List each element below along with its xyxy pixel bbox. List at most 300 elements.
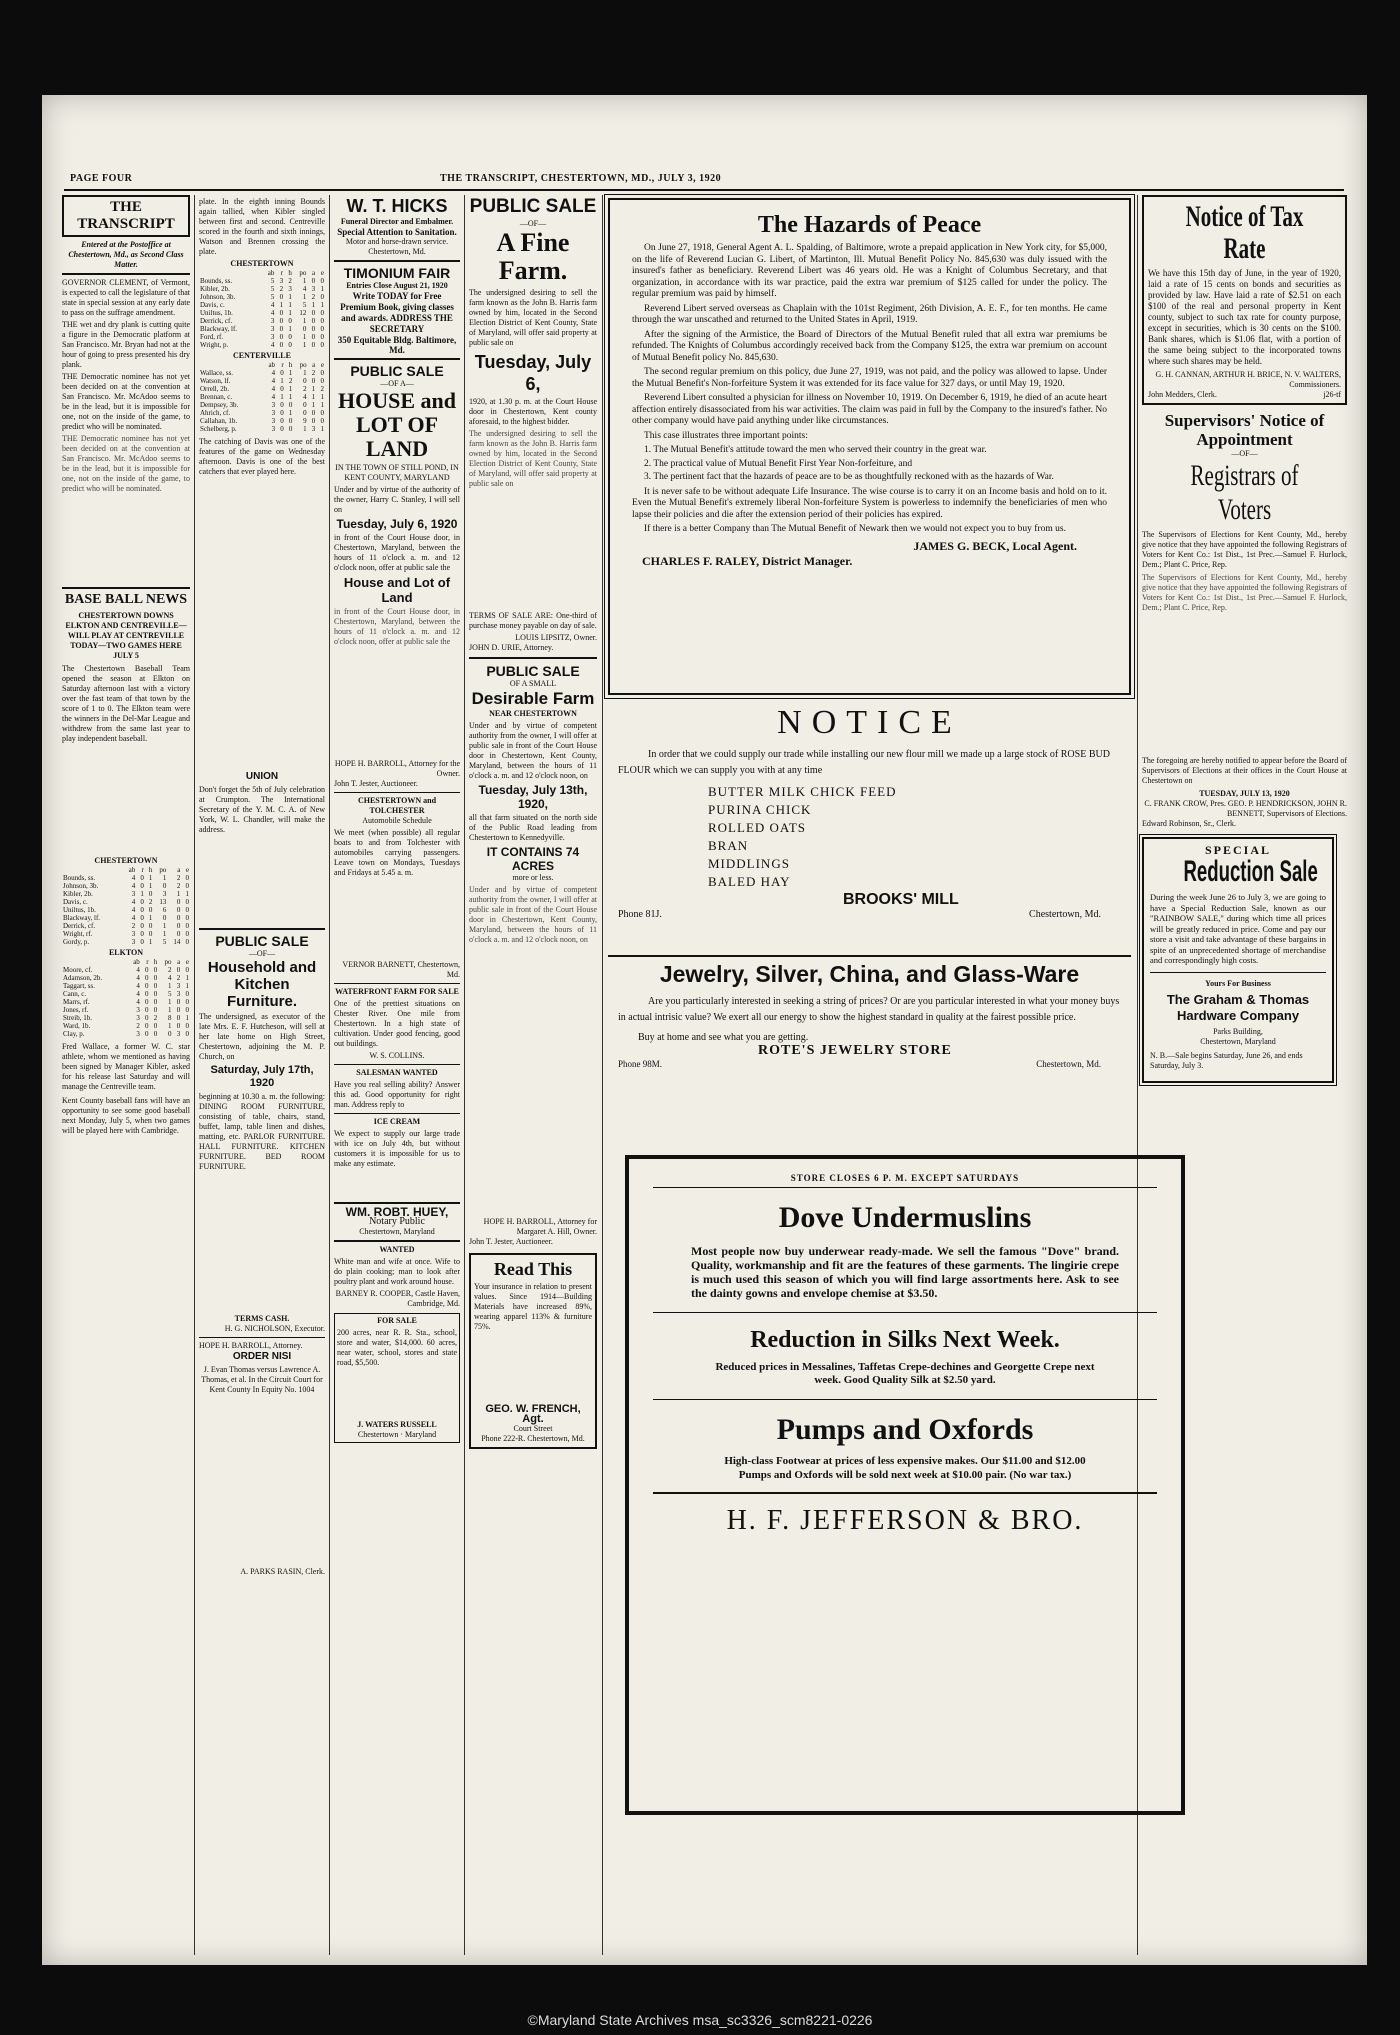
player-name: Blackway, lf.: [200, 325, 238, 333]
stat-cell: 1: [288, 385, 293, 393]
player-name: Derrick, cf.: [63, 922, 96, 930]
stat-cell: 1: [302, 293, 307, 301]
stat-cell: 4: [131, 914, 136, 922]
stat-cell: 4: [303, 393, 307, 401]
reduction-building: Parks Building,: [1213, 1026, 1263, 1036]
stat-cell: 3: [176, 1030, 181, 1038]
player-name: Moore, cf.: [63, 966, 93, 974]
stat-cell: 0: [288, 425, 293, 433]
sale-terms: TERMS CASH.: [234, 1314, 290, 1323]
box-score-col-header: po: [299, 361, 307, 369]
ice-headline: ICE CREAM: [373, 1117, 421, 1126]
wanted-headline: WANTED: [379, 1245, 415, 1254]
stat-cell: 3: [311, 425, 316, 433]
sale-acres: IT CONTAINS 74 ACRES: [486, 845, 580, 873]
stat-cell: 0: [153, 990, 158, 998]
box-score-col-header: po: [164, 958, 172, 966]
stat-cell: 0: [145, 974, 149, 982]
feed-item: MIDDLINGS: [708, 856, 790, 871]
stat-cell: 0: [279, 293, 284, 301]
box-score-row: [62, 974, 190, 982]
sale-date: Tuesday, July 13th, 1920,: [478, 783, 588, 811]
box-score-col-header: h: [148, 866, 153, 874]
stat-cell: 4: [168, 974, 172, 982]
stat-cell: 2: [176, 874, 181, 882]
hazards-paragraph: This case illustrates three important points:: [644, 430, 808, 441]
stat-cell: 0: [303, 377, 307, 385]
tax-clerk: John Medders, Clerk.: [1148, 390, 1217, 399]
hicks-subtitle: Funeral Director and Embalmer.: [340, 217, 454, 226]
stat-cell: 0: [185, 966, 189, 974]
player-name: Streib, 1b.: [63, 1014, 92, 1022]
mill-place: Chestertown, Md.: [1029, 909, 1101, 920]
column-1: [62, 195, 190, 1945]
player-name: Orrell, 2b.: [200, 385, 229, 393]
sale-of: —OF—: [248, 949, 276, 958]
union-headline: UNION: [245, 771, 279, 782]
hazards-paragraph: It is never safe to be without adequate Life Insurance. The wise course is to carry it on an Income basis and hold on to it. Even the Mutual Benefit's extremely liberal Non-forfeiture System is powerless to indemnify the beneficiaries of men who lapse their policies and die after the extension period of their policies has expired.: [632, 486, 1107, 520]
pumps-headline: Pumps and Oxfords: [776, 1413, 1034, 1446]
registrar-clerk: Edward Robinson, Sr., Clerk.: [1142, 819, 1236, 828]
stat-cell: 5: [270, 293, 275, 301]
wanted-body: White man and wife at once. Wife to do plain cooking; man to look after poultry plant and work around house.: [334, 1257, 460, 1286]
stat-cell: 0: [176, 930, 181, 938]
newspaper-page: [42, 95, 1367, 1965]
box-score-col-header: r: [141, 866, 144, 874]
stat-cell: 1: [280, 377, 284, 385]
box-score-row: [199, 417, 325, 425]
stat-cell: 0: [162, 882, 167, 890]
farm-headline: WATERFRONT FARM FOR SALE: [335, 987, 459, 996]
stat-cell: 0: [302, 325, 307, 333]
stat-cell: 0: [288, 341, 292, 349]
stat-cell: 0: [288, 401, 293, 409]
stat-cell: 4: [131, 874, 136, 882]
stat-cell: 0: [280, 425, 284, 433]
box-score-row: [199, 309, 325, 317]
hazards-of-peace-ad: [608, 198, 1131, 695]
hazards-manager: CHARLES F. RALEY, District Manager.: [642, 553, 853, 568]
stat-cell: 3: [131, 930, 136, 938]
jewelry-title: Jewelry, Silver, China, and Glass-Ware: [659, 961, 1080, 987]
player-name: Ward, 1b.: [63, 1022, 91, 1030]
sale-of: —OF A—: [380, 379, 414, 388]
stat-cell: 0: [311, 277, 316, 285]
registrar-body: The Supervisors of Elections for Kent County, Md., hereby give notice that they have appointed the following Registrars of Voters for Kent Co.: 1st Dist., 1st Prec.—Samuel F. Hurlock, Dem.; Plant C. Price, Rep.: [1142, 530, 1347, 569]
stat-cell: 0: [185, 998, 189, 1006]
box-score-row: [199, 317, 325, 325]
jewelry-body: Are you particularly interested in seeking a string of prices? Or are you particular interested in what your money buys in actual intrisic value? We exert all our energy to show the highest standard in quality at the fairest possible price.: [618, 996, 1120, 1023]
tax-commissioners: G. H. CANNAN, ARTHUR H. BRICE, N. V. WALTERS, Commissioners.: [1155, 370, 1341, 389]
box-score-row: [199, 293, 325, 301]
read-this-body: Your insurance in relation to present values. Since 1914—Building Materials have increased 89%, wearing apparel 113% & furniture 75%.: [474, 1282, 592, 1331]
salesman-headline: SALESMAN WANTED: [356, 1068, 438, 1077]
stat-cell: 0: [280, 401, 284, 409]
divider: [334, 792, 460, 793]
farm-signature: W. S. COLLINS.: [369, 1051, 425, 1060]
stat-cell: 0: [140, 938, 144, 946]
column-4: [469, 195, 597, 1945]
timonium-headline: TIMONIUM FAIR: [343, 265, 451, 281]
stat-cell: 0: [279, 333, 284, 341]
stat-cell: 0: [320, 341, 324, 349]
stat-cell: 0: [320, 409, 324, 417]
tax-code: j26-tf: [1323, 390, 1341, 399]
sports-paragraph: The catching of Davis was one of the features of the game on Wednesday afternoon. Davis is one of the best catchers that ever played here.: [199, 437, 325, 476]
stat-cell: 1: [168, 982, 172, 990]
stat-cell: 1: [311, 301, 316, 309]
stat-cell: 0: [280, 385, 284, 393]
box-score-row: [62, 874, 190, 882]
box-score-col-header: po: [299, 269, 307, 277]
box-score-col-header: r: [280, 269, 284, 277]
stat-cell: 0: [140, 906, 144, 914]
stat-cell: 0: [288, 333, 292, 341]
sale-date: Tuesday, July 6, 1920: [336, 517, 458, 531]
box-score-row: [199, 301, 325, 309]
divider: [199, 928, 325, 930]
stat-cell: 0: [148, 930, 153, 938]
hazards-paragraph: If there is a better Company than The Mutual Benefit of Newark then we would not expect you to buy from us.: [644, 524, 1066, 534]
entered-line: Entered at the Postoffice at Chestertown, Md., as Second Class Matter.: [68, 240, 184, 269]
french-name: GEO. W. FRENCH, Agt.: [485, 1403, 581, 1425]
box-score-col-header: e: [185, 958, 189, 966]
notice-title: NOTICE: [777, 704, 962, 741]
box-score-row: [199, 333, 325, 341]
box-score-row: [199, 369, 325, 377]
column-rule: [194, 195, 195, 1955]
schedule-signature: VERNOR BARNETT, Chestertown, Md.: [342, 960, 460, 979]
player-name: Wallace, ss.: [200, 369, 234, 377]
stat-cell: 3: [271, 425, 276, 433]
box-score-col-header: h: [288, 269, 292, 277]
stat-cell: 1: [185, 1014, 189, 1022]
box-score-col-header: h: [288, 361, 293, 369]
stat-cell: 0: [320, 277, 324, 285]
sports-paragraph: Kent County baseball fans will have an opportunity to see some good baseball next Monday, July 5, when two games will be played here with Cambridge.: [62, 1096, 190, 1135]
sports-headline: BASE BALL NEWS: [64, 592, 188, 607]
stat-cell: 2: [176, 974, 181, 982]
box-score-row: [199, 325, 325, 333]
sale-place: IN THE TOWN OF STILL POND, IN KENT COUNTY, MARYLAND: [335, 463, 459, 482]
box-score-row: [62, 1014, 190, 1022]
box-score-row: [62, 982, 190, 990]
stat-cell: 0: [185, 990, 189, 998]
divider: [1150, 972, 1326, 973]
stat-cell: 0: [145, 990, 149, 998]
stat-cell: 0: [279, 317, 284, 325]
registrar-body: The foregoing are hereby notified to appear before the Board of Supervisors of Elections at their offices in the Court House at Chestertown on: [1142, 756, 1347, 785]
stat-cell: 1: [288, 393, 293, 401]
stat-cell: 0: [140, 898, 144, 906]
stat-cell: 0: [140, 882, 144, 890]
stat-cell: 1: [320, 301, 324, 309]
stat-cell: 1: [302, 341, 307, 349]
box-score-col-header: ab: [267, 269, 275, 277]
stat-cell: 0: [185, 874, 189, 882]
hazards-paragraph: Reverend Libert served overseas as Chaplain with the 101st Regiment, 26th Division, A. E. F., for ten months. He came through the war unscathed and returned to the United States in April, 1919.: [632, 303, 1107, 325]
divider: [199, 1337, 325, 1338]
jewelry-line: Buy at home and see what you are getting.: [638, 1032, 809, 1043]
stat-cell: 4: [271, 369, 276, 377]
stat-cell: 2: [153, 1014, 158, 1022]
box-score-row: [62, 882, 190, 890]
stat-cell: 3: [162, 890, 167, 898]
box-score-row: [199, 277, 325, 285]
sale-headline: PUBLIC SALE: [486, 663, 580, 679]
stat-cell: 4: [131, 906, 136, 914]
salesman-body: Have you real selling ability? Answer this ad. Good opportunity for right man. Address reply to: [334, 1080, 460, 1109]
box-score-header: [62, 866, 190, 874]
stat-cell: 0: [153, 974, 158, 982]
huey-name: WM. ROBT. HUEY,: [345, 1205, 449, 1219]
stat-cell: 4: [271, 393, 276, 401]
player-name: Davis, c.: [200, 301, 225, 309]
order-body: J. Evan Thomas versus Lawrence A. Thomas, et al. In the Circuit Court for Kent County In Equity No. 1004: [201, 1365, 323, 1394]
box-score-row: [62, 938, 190, 946]
stat-cell: 1: [311, 385, 316, 393]
box-score-col-header: e: [320, 269, 324, 277]
sale-signature: HOPE H. BARROLL, Attorney for Margaret A. Hill, Owner.: [483, 1217, 597, 1236]
sale-body: beginning at 10.30 a. m. the following: DINING ROOM FURNITURE, consisting of table, chairs, stand, buffet, lamp, table linen and dishes, matting, etc. PARLOR FURNITURE. HALL FURNITURE. KITCHEN FURNITURE. BED ROOM FURNITURE.: [199, 1092, 325, 1171]
stat-cell: 0: [311, 333, 316, 341]
column-2: [199, 195, 325, 1945]
stat-cell: 0: [153, 1022, 158, 1030]
sale-title: Desirable Farm: [471, 689, 595, 708]
stat-cell: 0: [288, 417, 293, 425]
huey-location: Chestertown, Maryland: [359, 1227, 435, 1236]
divider: [469, 657, 597, 659]
box-score-col-header: po: [159, 866, 167, 874]
feed-item: BRAN: [708, 838, 749, 853]
stat-cell: 0: [320, 417, 324, 425]
divider: [334, 1202, 460, 1204]
schedule-body: We meet (when possible) all regular boats to and from Tolchester with automobiles carrying passengers. Leave town on Mondays, Tuesdays and Fridays at 5.45 a. m.: [334, 828, 460, 877]
stat-cell: 3: [271, 409, 276, 417]
sale-body: Under and by virtue of the authority of the owner, Harry C. Stanley, I will sell on: [334, 485, 460, 514]
sale-of: —OF—: [519, 219, 547, 228]
stat-cell: 0: [148, 890, 153, 898]
french-address: Court Street: [513, 1424, 553, 1433]
wanted-signature: BARNEY R. COOPER, Castle Haven, Cambridge, Md.: [335, 1289, 460, 1308]
schedule-sub: Automobile Schedule: [362, 816, 432, 825]
stat-cell: 2: [176, 882, 181, 890]
box-score-title: ELKTON: [108, 948, 144, 957]
hazards-paragraph: The second regular premium on this policy, due June 27, 1919, was not paid, and the policy was allowed to lapse. Under the Mutual Benefit's Non-forfeiture System it was extended for its face value for 327 days, or until May 19, 1920.: [632, 367, 1107, 389]
column-rule: [329, 195, 330, 1955]
box-score-table: [199, 361, 325, 433]
stat-cell: 0: [162, 914, 167, 922]
nameplate: THE TRANSCRIPT: [77, 199, 175, 232]
sale-body: all that farm situated on the north side of the Public Road leading from Chestertown to Kennedyville.: [469, 813, 597, 842]
box-score-row: [199, 377, 325, 385]
player-name: Dempsey, 3b.: [200, 401, 239, 409]
stat-cell: 1: [311, 401, 316, 409]
registrar-date: TUESDAY, JULY 13, 1920: [1199, 789, 1290, 798]
stat-cell: 3: [271, 401, 276, 409]
sale-title: A Fine Farm.: [496, 228, 570, 285]
box-score-row: [199, 341, 325, 349]
player-name: Bounds, ss.: [200, 277, 233, 285]
stat-cell: 4: [136, 966, 140, 974]
stat-cell: 1: [288, 409, 293, 417]
stat-cell: 1: [302, 333, 307, 341]
stat-cell: 0: [311, 409, 316, 417]
stat-cell: 0: [320, 293, 324, 301]
sale-body: in front of the Court House door, in Chestertown, Maryland, between the hours of 11 o'clock a. m. and 12 o'clock noon, offer at public sale the: [334, 607, 460, 646]
player-name: Blackway, lf.: [63, 914, 101, 922]
box-score-col-header: ab: [268, 361, 276, 369]
stat-cell: 4: [131, 898, 136, 906]
stat-cell: 0: [176, 922, 181, 930]
box-score-header: [199, 361, 325, 369]
stat-cell: 4: [136, 982, 140, 990]
stat-cell: 0: [176, 998, 181, 1006]
nameplate-box: [62, 195, 190, 237]
sale-headline: PUBLIC SALE: [350, 363, 444, 379]
divider: [334, 260, 460, 262]
sale-auctioneer: John T. Jester, Auctioneer.: [469, 1237, 553, 1246]
farm-body: One of the prettiest situations on Chester River. One mile from Chestertown. In a high state of cultivation. Under good fencing, good out buildings.: [334, 999, 460, 1048]
stat-cell: 0: [140, 922, 144, 930]
stat-cell: 2: [168, 966, 172, 974]
stat-cell: 0: [311, 325, 316, 333]
reduction-firm: The Graham & Thomas Hardware Company: [1166, 991, 1310, 1023]
sale-attorney: HOPE H. BARROLL, Attorney for the Owner.: [334, 759, 460, 778]
stat-cell: 1: [320, 393, 324, 401]
reduction-special: SPECIAL: [1204, 843, 1271, 857]
stat-cell: 0: [176, 966, 181, 974]
divider: [334, 983, 460, 984]
stat-cell: 0: [185, 922, 189, 930]
reduction-title: Reduction Sale: [1183, 855, 1318, 888]
feed-item: BUTTER MILK CHICK FEED: [708, 784, 897, 799]
stat-cell: 0: [176, 1022, 181, 1030]
feed-item: BALED HAY: [708, 874, 791, 889]
stat-cell: 1: [148, 938, 153, 946]
silks-body: Reduced prices in Messalines, Taffetas Crepe-dechines and Georgette Crepe next week. Good Quality Silk at $2.50 yard.: [715, 1361, 1095, 1386]
stat-cell: 0: [176, 914, 181, 922]
stat-cell: 0: [145, 1022, 149, 1030]
stat-cell: 0: [140, 874, 144, 882]
order-clerk: A. PARKS RASIN, Clerk.: [240, 1567, 325, 1576]
box-score-row: [199, 409, 325, 417]
player-name: Brennan, c.: [200, 393, 233, 401]
mill-phone: Phone 81J.: [618, 909, 662, 920]
stat-cell: 1: [279, 301, 284, 309]
player-name: Bounds, ss.: [63, 874, 96, 882]
stat-cell: 2: [320, 385, 324, 393]
player-name: Clay, p.: [63, 1030, 85, 1038]
stat-cell: 0: [320, 369, 324, 377]
stat-cell: 1: [168, 1022, 172, 1030]
stat-cell: 2: [288, 377, 293, 385]
sale-terms: TERMS OF SALE ARE: One-third of purchase money payable on day of sale.: [469, 611, 597, 630]
stat-cell: 0: [145, 966, 149, 974]
player-name: Jones, rf.: [63, 1006, 89, 1014]
divider: [334, 1113, 460, 1114]
sale-headline: PUBLIC SALE: [215, 933, 309, 949]
player-name: Wright, rf.: [63, 930, 93, 938]
jefferson-ad: [625, 1155, 1185, 1815]
stat-cell: 0: [311, 377, 316, 385]
stat-cell: 4: [270, 301, 275, 309]
feed-item: PURINA CHICK: [708, 802, 812, 817]
stat-cell: 2: [311, 369, 316, 377]
player-name: Callahan, 1b.: [200, 417, 238, 425]
timonium-body: Write TODAY for Free Premium Book, giving classes and awards. ADDRESS THE SECRETARY: [340, 291, 454, 334]
stat-cell: 3: [270, 317, 275, 325]
sale-date: Saturday, July 17th, 1920: [210, 1064, 314, 1089]
stat-cell: 4: [270, 341, 275, 349]
sale-headline: PUBLIC SALE: [469, 196, 597, 217]
jewelry-place: Chestertown, Md.: [1036, 1059, 1101, 1069]
stat-cell: 3: [131, 938, 136, 946]
stat-cell: 4: [136, 998, 140, 1006]
box-score-row: [62, 990, 190, 998]
stat-cell: 1: [162, 874, 167, 882]
stat-cell: 3: [176, 982, 181, 990]
stat-cell: 1: [320, 425, 324, 433]
sports-paragraph: plate. In the eighth inning Bounds again tallied, when Kibler singled between first and second. Centreville scored in the fourth and sixth innings, Watson and Brennen crossing the plate.: [199, 197, 325, 256]
stat-cell: 1: [148, 874, 153, 882]
feed-list: [708, 783, 1131, 891]
hicks-line: Special Attention to Sanitation.: [337, 227, 457, 237]
stat-cell: 0: [145, 982, 149, 990]
stat-cell: 1: [303, 425, 307, 433]
registrar-headline: Supervisors' Notice of Appointment: [1164, 411, 1325, 449]
store-hours: STORE CLOSES 6 P. M. EXCEPT SATURDAYS: [653, 1173, 1157, 1188]
jewelry-store: ROTE'S JEWELRY STORE: [758, 1043, 952, 1058]
stat-cell: 0: [311, 309, 316, 317]
stat-cell: 5: [302, 301, 307, 309]
stat-cell: 3: [270, 325, 275, 333]
masthead-rule: [64, 189, 1344, 191]
sale-body: The undersigned desiring to sell the farm known as the John B. Harris farm owned by him, located in the Second Election District of Kent County, State of Maryland, will offer said property at public sale on: [469, 429, 597, 488]
stat-cell: 2: [136, 1022, 140, 1030]
stat-cell: 1: [140, 890, 144, 898]
box-score-row: [62, 930, 190, 938]
stat-cell: 0: [140, 930, 144, 938]
column-rule: [464, 195, 465, 1955]
stat-cell: 0: [168, 1030, 172, 1038]
stat-cell: 0: [280, 369, 284, 377]
forsale-box: [334, 1313, 460, 1443]
union-paragraph: Don't forget the 5th of July celebration at Crumpton. The International Secretary of the Y. M. C. A. of New York, W. L. Chandler, will make the address.: [199, 785, 325, 834]
stat-cell: 0: [320, 377, 324, 385]
box-score-row: [62, 906, 190, 914]
divider: [334, 358, 460, 360]
stat-cell: 0: [320, 317, 324, 325]
notice-ad: [608, 703, 1131, 953]
stat-cell: 1: [320, 401, 324, 409]
column-rule: [602, 195, 603, 1955]
hazards-paragraph: Reverend Libert consulted a physician for illness on November 10, 1919. On December 6, 1919, he died of an acute heart affection entirely disassociated from his war activities. The claim was paid in full by the Company to the insured's father. No other company would have paid anything under like circumstances.: [632, 393, 1107, 426]
stat-cell: 0: [148, 906, 153, 914]
box-score-col-header: a: [312, 269, 316, 277]
box-score-row: [199, 393, 325, 401]
player-name: Cann, c.: [63, 990, 87, 998]
stat-cell: 1: [176, 890, 181, 898]
stat-cell: 0: [185, 906, 189, 914]
editorial-paragraph: GOVERNOR CLEMENT, of Vermont, is expected to call the legislature of that state in special session at any early date to pass on the suffrage amendment.: [62, 278, 190, 317]
stat-cell: 0: [145, 1014, 149, 1022]
divider: [62, 273, 190, 275]
sale-body: 1920, at 1.30 p. m. at the Court House door in Chestertown, Kent county aforesaid, to the highest bidder.: [469, 397, 597, 426]
stat-cell: 3: [136, 1030, 140, 1038]
hazards-paragraph: On June 27, 1918, General Agent A. L. Spalding, of Baltimore, wrote a prepaid application in New York city, for $5,000, on the life of Reverend Lucian G. Libert, of Martinton, Ill. Mutual Benefit Policy No. 845,630 was duly issued with the insured's father as beneficiary. Reverend Libert was 46 years old. He was a Knight of Columbus Secretary, and that organization, in accordance with its war practice, paid the extra war premium of $125 called for under the policy. The regular premium was paid by himself.: [632, 243, 1107, 299]
stat-cell: 4: [302, 285, 307, 293]
